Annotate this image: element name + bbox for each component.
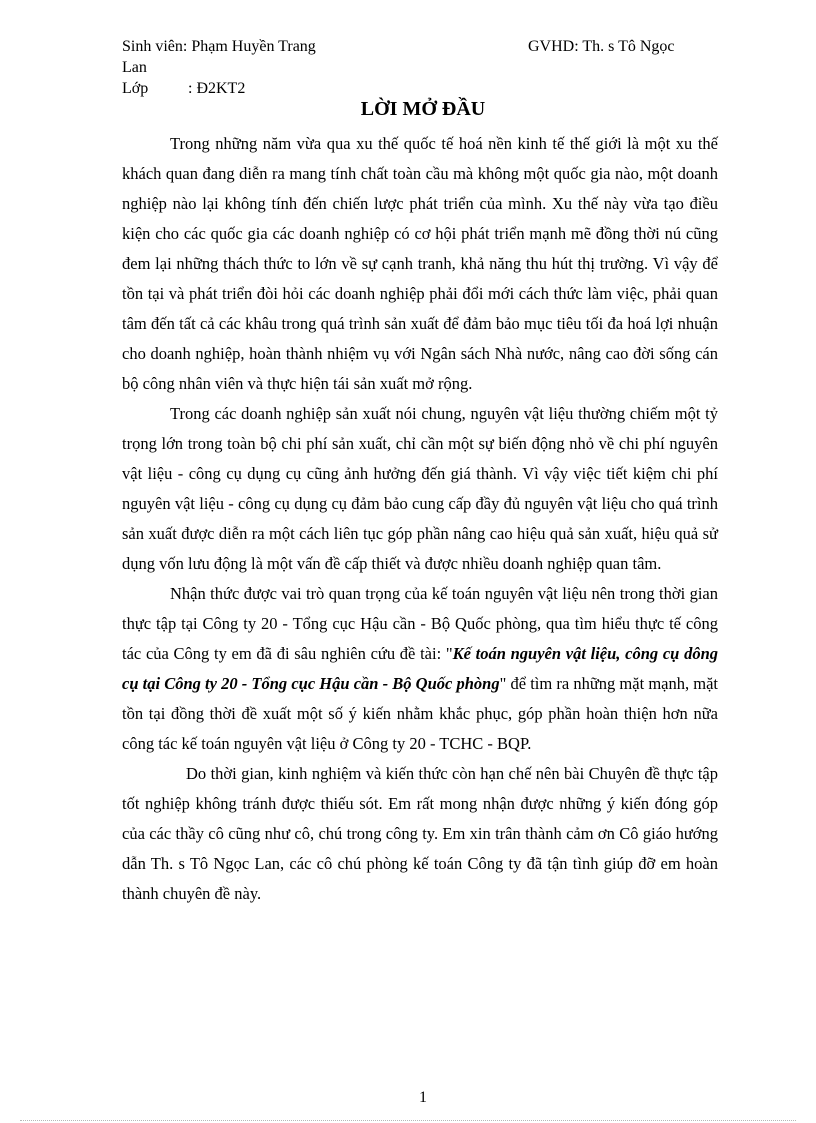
paragraph-3 — [122, 579, 718, 759]
page-header — [122, 36, 702, 99]
thesis-topic: Kế toán nguyên vật liệu, công cụ dông cụ tại Công ty 20 - Tổng cục Hậu cần - Bộ Quốc phòng — [122, 644, 718, 693]
advisor-name: GVHD: Th. s Tô Ngọc — [528, 38, 675, 55]
paragraph-2: Trong các doanh nghiệp sản xuất nói chung, nguyên vật liệu thường chiếm một tỷ trọng lớn trong toàn bộ chi phí sản xuất, chỉ cần một sự biến động nhỏ về chi phí nguyên vật liệu - công cụ dụng cụ cũng ảnh hưởng đến giá thành. Vì vậy việc tiết kiệm chi phí nguyên vật liệu - công cụ dụng cụ đảm bảo cung cấp đầy đủ nguyên vật liệu cho quá trình sản xuất được diễn ra một cách liên tục góp phần nâng cao hiệu quả sản xuất, hiệu quả sử dụng vốn lưu động là một vấn đề cấp thiết và được nhiều doanh nghiệp quan tâm. — [122, 404, 718, 573]
header-row-2 — [122, 57, 702, 78]
class-label: Lớp — [122, 80, 149, 97]
advisor-name-continued: Lan — [122, 59, 147, 76]
paragraph-1: Trong những năm vừa qua xu thế quốc tế hoá nền kinh tế thế giới là một xu thế khách quan đang diễn ra mang tính chất toàn cầu mà không một quốc gia nào, một doanh nghiệp nào lại không tính đến chiến lược phát triển của mình. Xu thế này vừa tạo điều kiện cho các quốc gia các doanh nghiệp có cơ hội phát triển mạnh mẽ đồng thời nú cũng đem lại những thách thức to lớn về sự cạnh tranh, khả năng thu hút thị trường. Vì vậy để tồn tại và phát triển đòi hỏi các doanh nghiệp phải đổi mới cách thức làm việc, phải quan tâm đến tất cả các khâu trong quá trình sản xuất để đảm bảo mục tiêu tối đa hoá lợi nhuận cho doanh nghiệp, hoàn thành nhiệm vụ với Ngân sách Nhà nước, nâng cao đời sống cán bộ công nhân viên và thực hiện tái sản xuất mở rộng. — [122, 134, 718, 393]
page-number: 1 — [419, 1089, 427, 1106]
paragraph-3-rest: " để tìm ra những mặt mạnh, mặt tồn tại đồng thời đề xuất một số ý kiến nhằm khắc phục, góp phần hoàn thiện hơn nữa công tác kế toán nguyên vật liệu ở Công ty 20 - TCHC - BQP. — [122, 674, 718, 753]
header-row-1 — [122, 36, 702, 57]
paragraph-4: Do thời gian, kinh nghiệm và kiến thức còn hạn chế nên bài Chuyên đề thực tập tốt nghiệp không tránh được thiếu sót. Em rất mong nhận được những ý kiến đóng góp của các thầy cô cũng như cô, chú trong công ty. Em xin trân thành cảm ơn Cô giáo hướng dẫn Th. s Tô Ngọc Lan, các cô chú phòng kế toán Công ty đã tận tình giúp đỡ em hoàn thành chuyên đề này. — [122, 764, 718, 903]
paragraph-3-intro: Nhận thức được vai trò quan trọng của kế toán nguyên vật liệu nên trong thời gian thực tập tại Công ty 20 - Tổng cục Hậu cần - Bộ Quốc phòng, qua tìm hiểu thực tế công tác của Công ty em đã đi sâu nghiên cứu đề tài: " — [122, 584, 718, 663]
body-text — [122, 129, 718, 909]
class-value: : Đ2KT2 — [188, 80, 246, 97]
student-name: Sinh viên: Phạm Huyền Trang — [122, 38, 316, 55]
page-bottom-divider — [20, 1120, 796, 1121]
page-title: LỜI MỞ ĐẦU — [360, 98, 486, 120]
